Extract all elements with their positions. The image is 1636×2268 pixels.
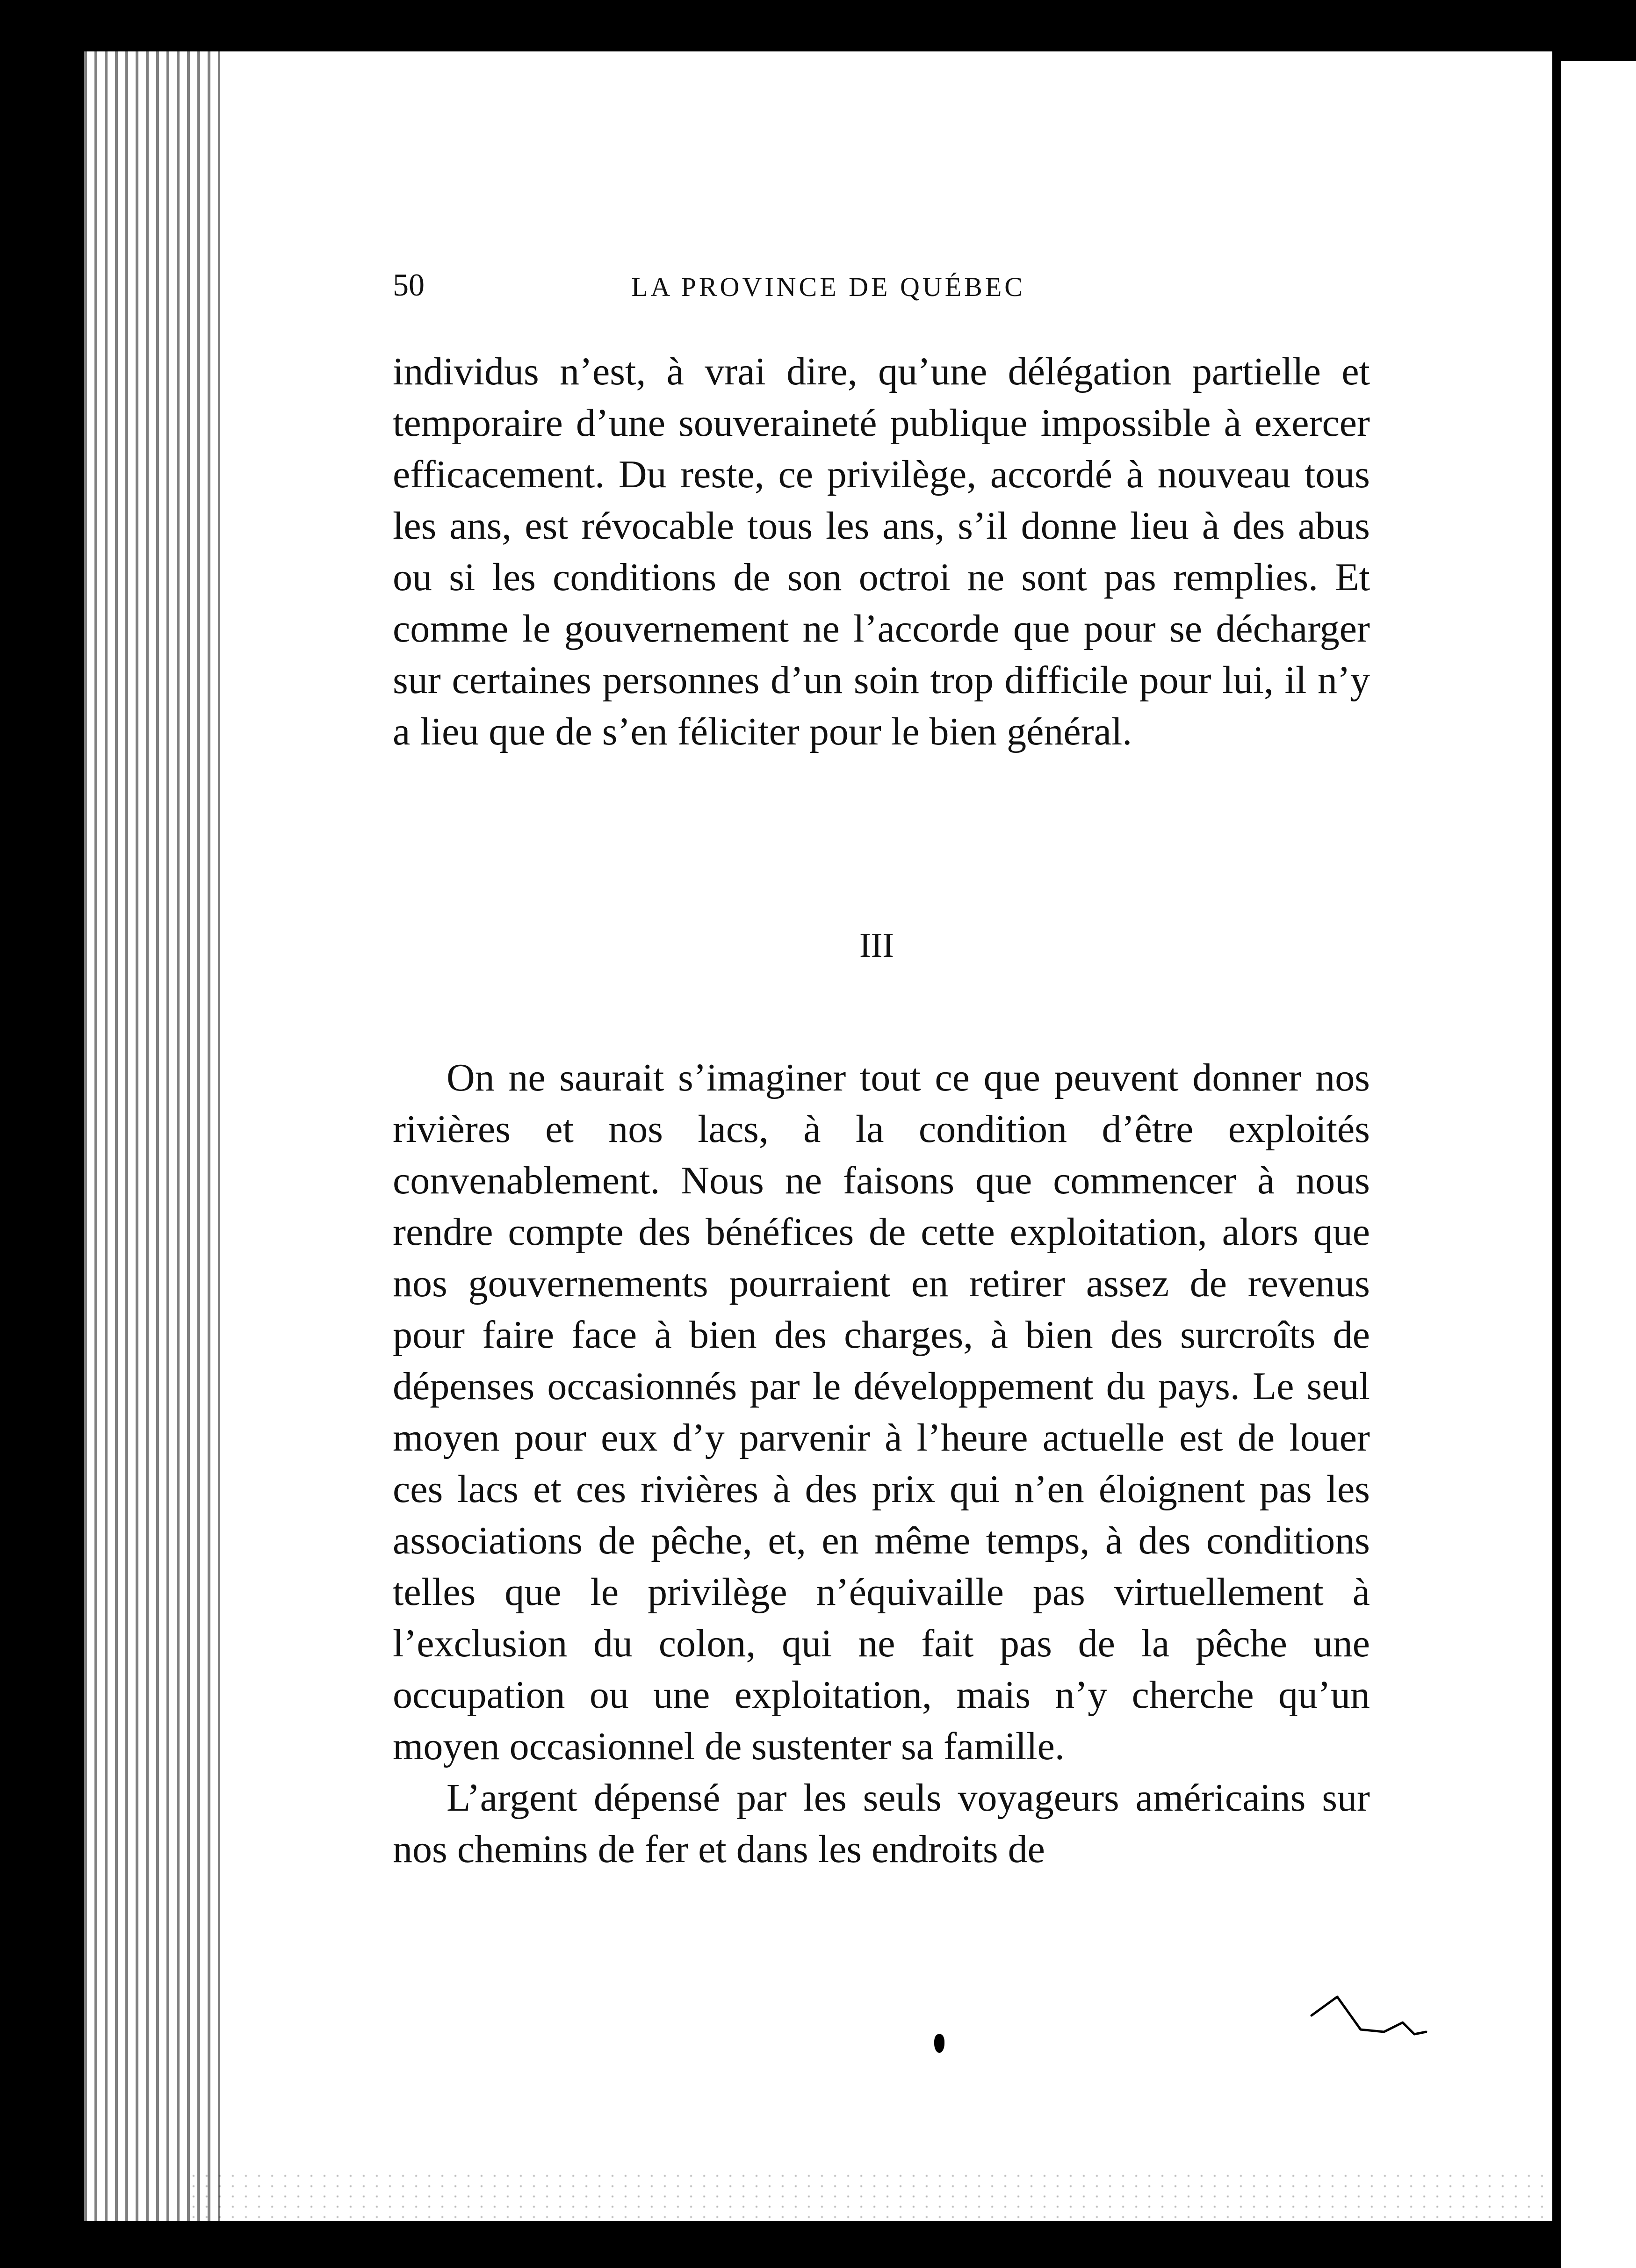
page-number: 50 xyxy=(393,267,425,303)
ink-blot xyxy=(934,2034,944,2053)
paragraph-1: individus n’est, à vrai dire, qu’une délégation partielle et temporaire d’une souveraineté publique impossible à exercer efficacement. Du reste, ce privilège, accordé à nouveau tous les ans, est révocable tous les ans, s’il donne lieu à des abus ou si les conditions de son octroi ne sont pas remplies. Et comme le gouvernement ne l’accorde que pour se décharger sur certaines personnes d’un soin trop difficile pour lui, il n’y a lieu que de s’en féliciter pour le bien général. xyxy=(393,350,1370,753)
facing-page-edge xyxy=(1561,61,1636,2268)
page-binding-edge xyxy=(84,51,220,2221)
running-title: LA PROVINCE DE QUÉBEC xyxy=(631,272,1025,302)
text-block-top xyxy=(393,346,1370,758)
pen-scribble-mark xyxy=(1309,1987,1431,2039)
paragraph-3: L’argent dépensé par les seuls voyageurs américains sur nos chemins de fer et dans les endroits de xyxy=(393,1776,1370,1871)
section-heading: III xyxy=(859,926,894,965)
text-block-bottom xyxy=(393,1052,1370,1875)
scan-noise xyxy=(187,2171,1543,2246)
paragraph-2: On ne saurait s’imaginer tout ce que peuvent donner nos rivières et nos lacs, à la condition d’être exploités convenablement. Nous ne faisons que commencer à nous rendre compte des bénéfices de cette exploitation, alors que nos gouvernements pourraient en retirer assez de revenus pour faire face à bien des charges, à bien des surcroîts de dépenses occasionnés par le développement du pays. Le seul moyen pour eux d’y parvenir à l’heure actuelle est de louer ces lacs et ces rivières à des prix qui n’en éloignent pas les associations de pêche, et, en même temps, à des conditions telles que le privilège n’équivaille pas virtuellement à l’exclusion du colon, qui ne fait pas de la pêche une occupation ou une exploitation, mais n’y cherche qu’un moyen occasionnel de sustenter sa famille. xyxy=(393,1056,1370,1768)
page-header xyxy=(393,267,1379,318)
